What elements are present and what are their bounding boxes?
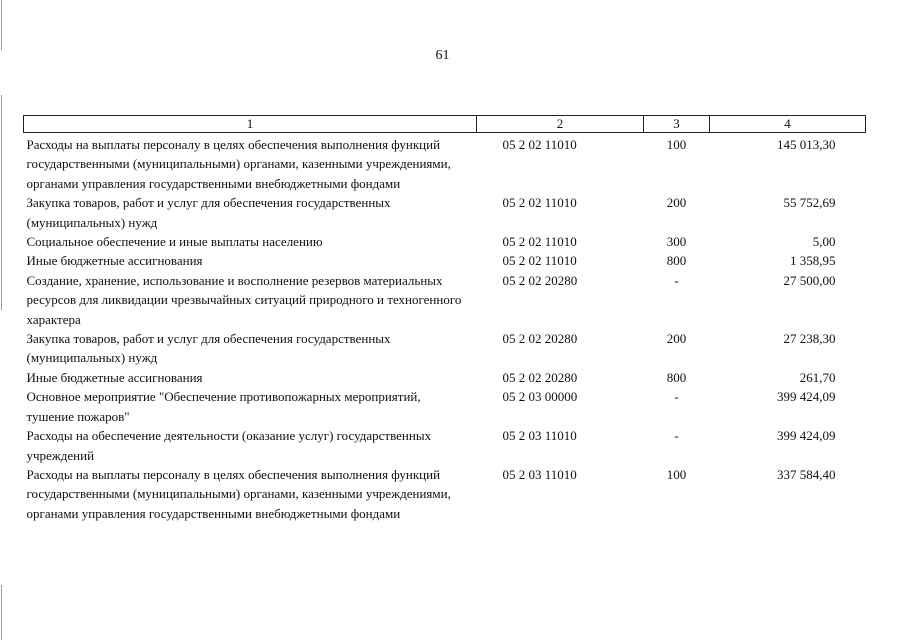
row-expense-type: 200 [666,331,687,347]
row-code: 05 2 02 11010 [502,137,577,152]
row-code: 05 2 02 20280 [502,369,578,385]
row-name: Иные бюджетные ассигнования [26,253,203,269]
left-edge-line-bottom [1,585,2,640]
row-amount: 261,70 [799,369,836,385]
left-edge-line-middle [1,95,2,310]
row-name: Расходы на выплаты персоналу в целях обеспечения выполнения функций государственными (муниципальными) органами, казенными учреждениями, органами управления государственными внебюджетными фондами [26,466,451,521]
row-expense-type: 800 [666,253,687,269]
row-expense-type: 800 [666,369,687,385]
row-code: 05 2 03 11010 [502,428,577,444]
row-amount: 1 358,95 [790,253,836,269]
table-row [24,426,866,465]
column-header-1: 1 [24,116,477,133]
row-name: Расходы на обеспечение деятельности (оказание услуг) государственных учреждений [26,428,432,463]
row-name: Иные бюджетные ассигнования [26,369,203,385]
row-name: Социальное обеспечение и иные выплаты населению [26,234,323,250]
row-expense-type: 200 [666,195,687,211]
row-code: 05 2 03 11010 [502,466,577,482]
table-row [24,232,866,251]
row-code: 05 2 02 11010 [502,195,577,211]
row-expense-type: - [674,428,679,444]
table-row [24,193,866,232]
row-expense-type: 300 [666,234,687,250]
column-header-2: 2 [477,116,644,133]
row-expense-type: - [674,389,679,405]
table-row [24,465,866,523]
row-name: Создание, хранение, использование и восполнение резервов материальных ресурсов для ликвидации чрезвычайных ситуаций природного и техногенного характера [26,272,462,327]
row-code: 05 2 02 11010 [502,253,577,269]
table-row [24,271,866,329]
row-amount: 399 424,09 [777,389,836,405]
budget-table [23,115,866,523]
row-amount: 27 238,30 [783,331,836,347]
page-number: 61 [435,48,450,63]
row-amount: 145 013,30 [777,137,836,152]
column-header-3: 3 [644,116,710,133]
row-code: 05 2 02 20280 [502,331,578,347]
row-name: Закупка товаров, работ и услуг для обеспечения государственных (муниципальных) нужд [26,195,391,230]
row-name: Основное мероприятие "Обеспечение противопожарных мероприятий, тушение пожаров" [26,389,421,424]
table-row [24,251,866,270]
row-expense-type: 100 [666,137,687,152]
row-code: 05 2 02 20280 [502,272,578,288]
row-amount: 27 500,00 [783,272,836,288]
table-row [24,133,866,194]
column-header-4: 4 [710,116,866,133]
row-amount: 337 584,40 [777,466,836,482]
table-row [24,387,866,426]
row-amount: 55 752,69 [783,195,836,211]
row-code: 05 2 02 11010 [502,234,577,250]
row-amount: 399 424,09 [777,428,836,444]
row-name: Расходы на выплаты персоналу в целях обеспечения выполнения функций государственными (муниципальными) органами, казенными учреждениями, органами управления государственными внебюджетными фондами [26,137,451,191]
left-edge-line-top [1,0,2,50]
table-row [24,368,866,387]
row-expense-type: 100 [666,466,687,482]
table-header-row [24,116,866,133]
row-expense-type: - [674,272,679,288]
row-name: Закупка товаров, работ и услуг для обеспечения государственных (муниципальных) нужд [26,331,391,366]
row-code: 05 2 03 00000 [502,389,578,405]
row-amount: 5,00 [812,234,836,250]
table-row [24,329,866,368]
